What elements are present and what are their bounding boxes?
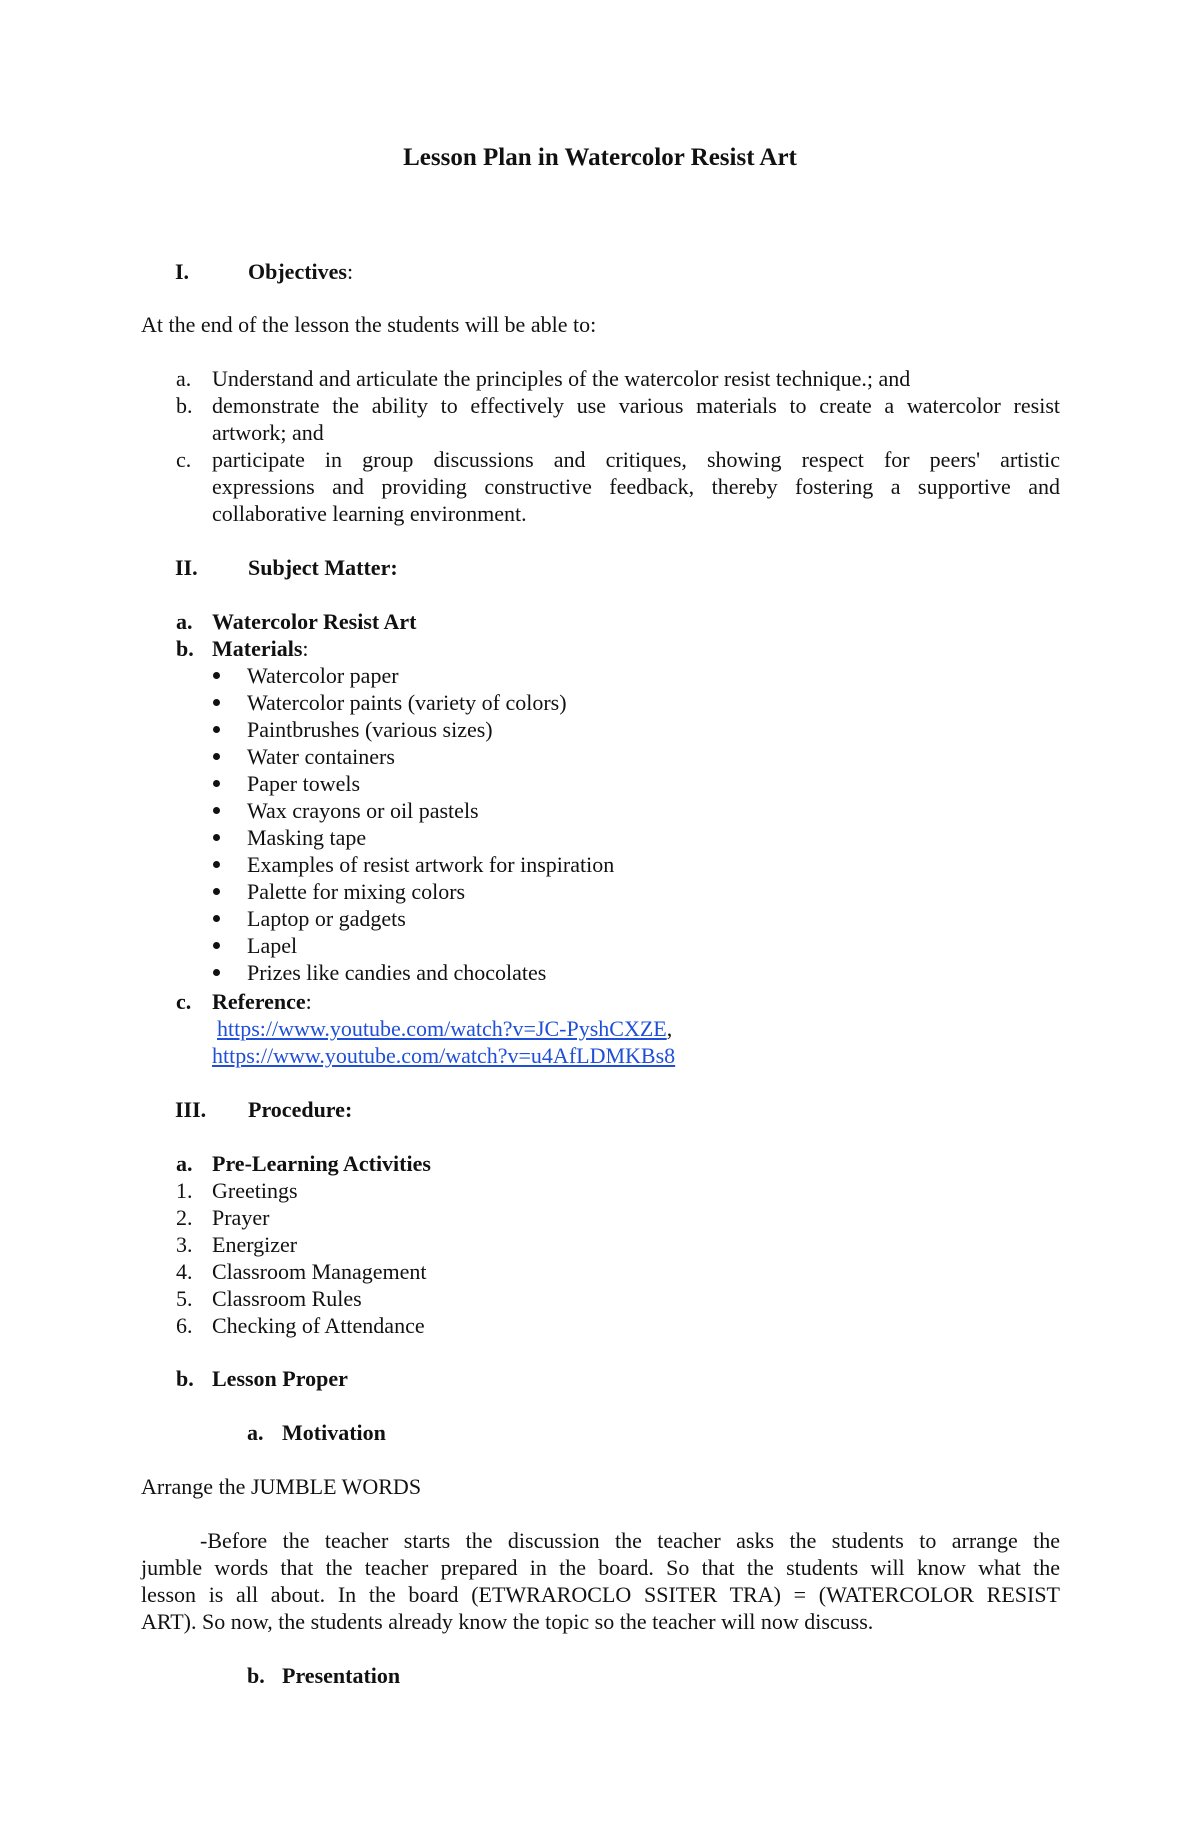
objective-c-line-2: expressions and providing constructive feedback, thereby fostering a supportive and xyxy=(212,474,1060,499)
section-heading-objectives xyxy=(248,258,353,285)
materials-marker: b. xyxy=(176,636,194,661)
materials-item: Wax crayons or oil pastels xyxy=(247,798,479,823)
bullet-icon xyxy=(213,807,220,814)
bullet-icon xyxy=(213,888,220,895)
materials-item: Paper towels xyxy=(247,771,361,796)
topic-marker: a. xyxy=(176,609,193,634)
pre-learning-item: Energizer xyxy=(212,1232,298,1257)
topic-title: Watercolor Resist Art xyxy=(212,609,417,634)
section-heading-procedure: Procedure: xyxy=(248,1097,353,1122)
materials-item: Examples of resist artwork for inspiration xyxy=(247,852,615,877)
materials-item: Prizes like candies and chocolates xyxy=(247,960,547,985)
materials-item: Watercolor paints (variety of colors) xyxy=(247,690,567,715)
reference-marker: c. xyxy=(176,989,192,1014)
materials-item: Masking tape xyxy=(247,825,367,850)
objective-b-line-1: demonstrate the ability to effectively use various materials to create a watercolor resist xyxy=(212,393,1060,418)
bullet-icon xyxy=(213,753,220,760)
lesson-proper-heading: Lesson Proper xyxy=(212,1366,348,1391)
section-numeral-procedure: III. xyxy=(175,1097,207,1122)
reference-heading xyxy=(212,988,312,1015)
reference-line-1 xyxy=(217,1015,672,1042)
materials-item: Water containers xyxy=(247,744,395,769)
bullet-icon xyxy=(213,969,220,976)
bullet-icon xyxy=(213,780,220,787)
section-numeral-objectives: I. xyxy=(175,259,190,284)
presentation-marker: b. xyxy=(247,1663,265,1688)
reference-label: Reference xyxy=(212,989,306,1014)
motivation-paragraph-line-2: jumble words that the teacher prepared in the board. So that the students will know what the xyxy=(141,1555,1060,1580)
objectives-heading: Objectives xyxy=(248,259,347,284)
motivation-paragraph-line-1: -Before the teacher starts the discussion the teacher asks the students to arrange the xyxy=(200,1528,1060,1553)
section-numeral-subject: II. xyxy=(175,555,198,580)
materials-item: Paintbrushes (various sizes) xyxy=(247,717,493,742)
materials-item: Lapel xyxy=(247,933,298,958)
bullet-icon xyxy=(213,699,220,706)
pre-learning-item: Classroom Rules xyxy=(212,1286,362,1311)
pre-learning-number: 4. xyxy=(176,1259,193,1284)
objectives-intro: At the end of the lesson the students will be able to: xyxy=(141,312,597,337)
objective-c-line-3: collaborative learning environment. xyxy=(212,501,527,526)
pre-learning-item: Checking of Attendance xyxy=(212,1313,425,1338)
objective-marker-a: a. xyxy=(176,366,192,391)
pre-learning-item: Greetings xyxy=(212,1178,298,1203)
reference-link-2[interactable]: https://www.youtube.com/watch?v=u4AfLDMKBs8 xyxy=(212,1043,676,1068)
lesson-proper-marker: b. xyxy=(176,1366,194,1391)
pre-learning-number: 2. xyxy=(176,1205,193,1230)
motivation-heading: Motivation xyxy=(282,1420,386,1445)
materials-item: Laptop or gadgets xyxy=(247,906,406,931)
pre-learning-number: 1. xyxy=(176,1178,193,1203)
jumble-instruction: Arrange the JUMBLE WORDS xyxy=(141,1474,422,1499)
materials-colon: : xyxy=(302,636,309,661)
pre-learning-heading: Pre-Learning Activities xyxy=(212,1151,431,1176)
motivation-paragraph-line-3: lesson is all about. In the board (ETWRAROCLO SSITER TRA) = (WATERCOLOR RESIST xyxy=(141,1582,1060,1607)
objective-b-line-2: artwork; and xyxy=(212,420,324,445)
reference-link-1[interactable]: https://www.youtube.com/watch?v=JC-PyshCXZE xyxy=(217,1016,667,1041)
presentation-heading: Presentation xyxy=(282,1663,401,1688)
materials-heading xyxy=(212,635,309,662)
objective-c-line-1: participate in group discussions and critiques, showing respect for peers' artistic xyxy=(212,447,1060,472)
pre-learning-number: 3. xyxy=(176,1232,193,1257)
bullet-icon xyxy=(213,942,220,949)
page-title: Lesson Plan in Watercolor Resist Art xyxy=(403,144,797,171)
bullet-icon xyxy=(213,726,220,733)
materials-item: Palette for mixing colors xyxy=(247,879,466,904)
objective-a-line-1: Understand and articulate the principles of the watercolor resist technique.; and xyxy=(212,366,911,391)
objectives-colon: : xyxy=(346,259,354,284)
objective-marker-c: c. xyxy=(176,447,192,472)
section-heading-subject: Subject Matter: xyxy=(248,555,398,580)
pre-learning-number: 5. xyxy=(176,1286,193,1311)
reference-colon: : xyxy=(305,989,312,1014)
materials-item: Watercolor paper xyxy=(247,663,399,688)
bullet-icon xyxy=(213,915,220,922)
reference-separator: , xyxy=(666,1016,673,1041)
objective-marker-b: b. xyxy=(176,393,193,418)
motivation-paragraph-line-4: ART). So now, the students already know the topic so the teacher will now discuss. xyxy=(141,1609,874,1634)
pre-learning-item: Classroom Management xyxy=(212,1259,427,1284)
bullet-icon xyxy=(213,672,220,679)
pre-learning-marker: a. xyxy=(176,1151,193,1176)
bullet-icon xyxy=(213,861,220,868)
pre-learning-item: Prayer xyxy=(212,1205,270,1230)
bullet-icon xyxy=(213,834,220,841)
materials-label: Materials xyxy=(212,636,303,661)
pre-learning-number: 6. xyxy=(176,1313,193,1338)
motivation-marker: a. xyxy=(247,1420,264,1445)
